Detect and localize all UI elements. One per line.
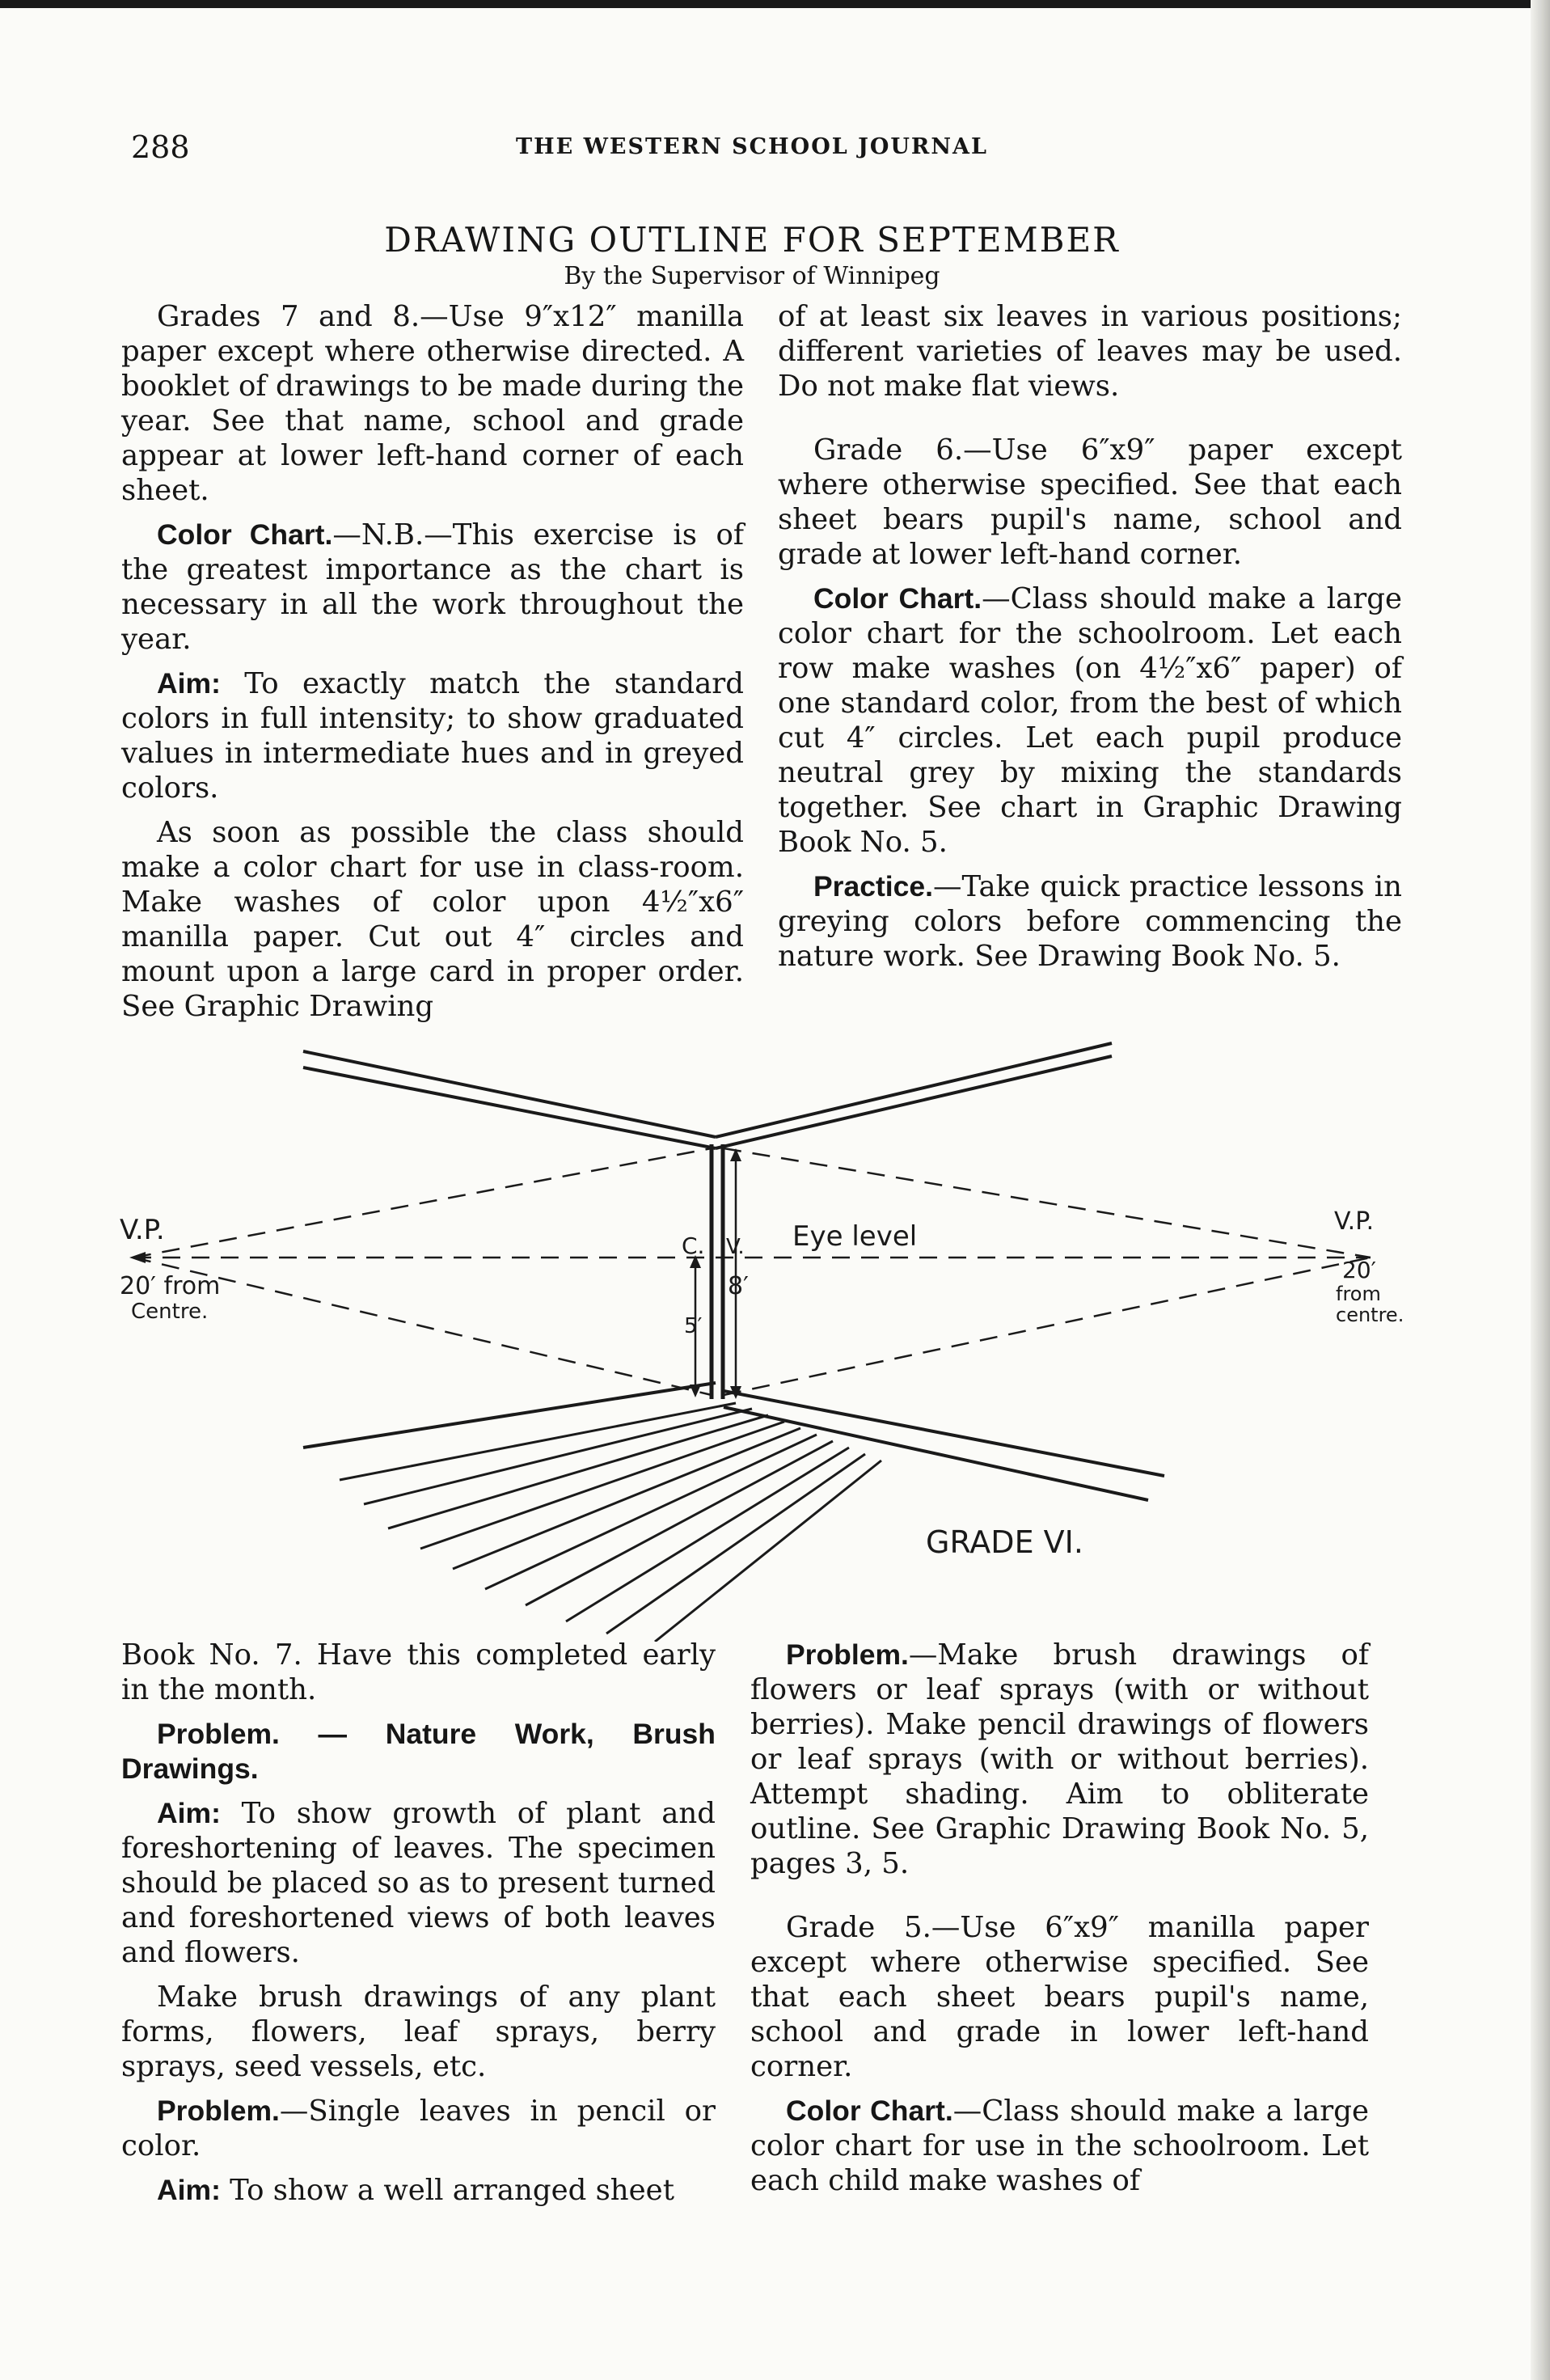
column-right-bottom [750,1638,1369,2208]
measure-5ft: 5′ [684,1314,703,1338]
paragraph-color-chart: Color Chart.—Class should make a large color chart for the schoolroom. Let each row make washes (on 4½″x6″ paper) of one standard color, from the best of which cut 4″ circles. Let each pupil produce neutral grey by mixing the standards together. See chart in Graphic Drawing Book No. 5. [778,582,1402,859]
run-in-heading: Problem. [786,1638,909,1671]
vp-right-label: V.P. [1334,1207,1375,1236]
scan-top-edge [0,0,1550,8]
floor-edges [303,1383,1164,1500]
ceiling-edges [303,1043,1112,1148]
arrowheads [129,1148,741,1399]
paragraph-color-chart: Color Chart.—Class should make a large color chart for use in the schoolroom. Let each child make washes of [750,2095,1369,2197]
label-v: V. [726,1235,745,1259]
column-left-bottom [121,1638,716,2217]
paragraph-problem: Problem.—Make brush drawings of flowers or leaf sprays (with or without berries). Make pencil drawings of flowers or leaf sprays (with or without berries). Attempt shading. Aim to obliterate outline. See Graphic Drawing Book No. 5, pages 3, 5. [750,1638,1369,1880]
eye-level-label: Eye level [792,1220,918,1253]
vp-left-centre: Centre. [131,1300,209,1324]
paragraph-grade-5: Grade 5.—Use 6″x9″ manilla paper except where otherwise specified. See that each sheet bears pupil's name, school and grade in lower left-hand corner. [750,1911,1369,2083]
paragraph-continued-book: Book No. 7. Have this completed early in the month. [121,1638,716,1706]
vanishing-construction-lines [133,1148,1371,1395]
paragraph-brush-drawings: Make brush drawings of any plant forms, flowers, leaf sprays, berry sprays, seed vessels, etc. [121,1981,716,2083]
article-title: DRAWING OUTLINE FOR SEPTEMBER [384,220,1120,260]
paragraph-aim: Aim: To exactly match the standard colors in full intensity; to show graduated values in intermediate hues and in greyed colors. [121,667,744,805]
floorboard-lines [340,1403,881,1642]
corner-post [712,1144,723,1399]
paragraph-aim: Aim: To show growth of plant and foreshortening of leaves. The specimen should be placed so as to present turned and foreshortened views of both leaves and flowers. [121,1797,716,1969]
grade-label: GRADE VI. [926,1524,1083,1560]
article-byline: By the Supervisor of Winnipeg [564,262,940,290]
run-in-heading: Color Chart. [786,2095,953,2127]
running-head: THE WESTERN SCHOOL JOURNAL [516,134,988,159]
measure-8ft: 8′ [728,1272,749,1300]
column-right-top [778,299,1402,983]
column-left-top [121,299,744,1034]
vp-right-from: from [1336,1283,1381,1305]
paragraph-class-chart: As soon as possible the class should make a color chart for use in class-room. Make washes of color upon 4½″x6″ manilla paper. Cut out 4″ circles and mount upon a large card in proper order. See Graphic Drawing [121,816,744,1023]
page-header [113,129,1391,178]
paragraph-color-chart: Color Chart.—N.B.—This exercise is of the greatest importance as the chart is necessary in all the work throughout the year. [121,518,744,656]
run-in-heading: Aim: [157,2174,221,2206]
scan-right-edge [1531,0,1550,2380]
paragraph-practice: Practice.—Take quick practice lessons in greying colors before commencing the nature work. See Drawing Book No. 5. [778,870,1402,973]
run-in-heading: Practice. [813,870,934,903]
run-in-heading: Color Chart. [157,518,333,551]
page-number: 288 [131,129,190,165]
paragraph-aim-2: Aim: To show a well arranged sheet [157,2174,674,2207]
paragraph-grades-7-8: Grades 7 and 8.—Use 9″x12″ manilla paper except where otherwise directed. A booklet of drawings to be made during the year. See that name, school and grade appear at lower left-hand corner of each sheet. [121,300,744,507]
paragraph-grade-6: Grade 6.—Use 6″x9″ paper except where otherwise specified. See that each sheet bears pupil's name, school and grade at lower left-hand corner. [778,433,1402,571]
paragraph-continued-leaves: of at least six leaves in various positions; different varieties of leaves may be used. Do not make flat views. [778,300,1402,403]
run-in-heading: Color Chart. [813,582,982,615]
vp-left-label: V.P. [120,1214,165,1246]
perspective-diagram [97,1027,1407,1642]
problem-heading: Problem. — Nature Work, Brush Drawings. [121,1718,716,1785]
run-in-heading: Aim: [157,667,221,700]
paragraph-problem-heading [121,1717,716,1786]
paragraph-problem: Problem.—Single leaves in pencil or color. [121,2095,716,2162]
run-in-heading: Aim: [157,1797,221,1829]
vp-left-distance: 20′ from [120,1272,221,1300]
label-c: C. [682,1232,705,1259]
run-in-heading: Problem. [157,2095,280,2127]
vp-right-centre: centre. [1336,1304,1404,1326]
vp-right-distance: 20′ [1342,1257,1376,1283]
